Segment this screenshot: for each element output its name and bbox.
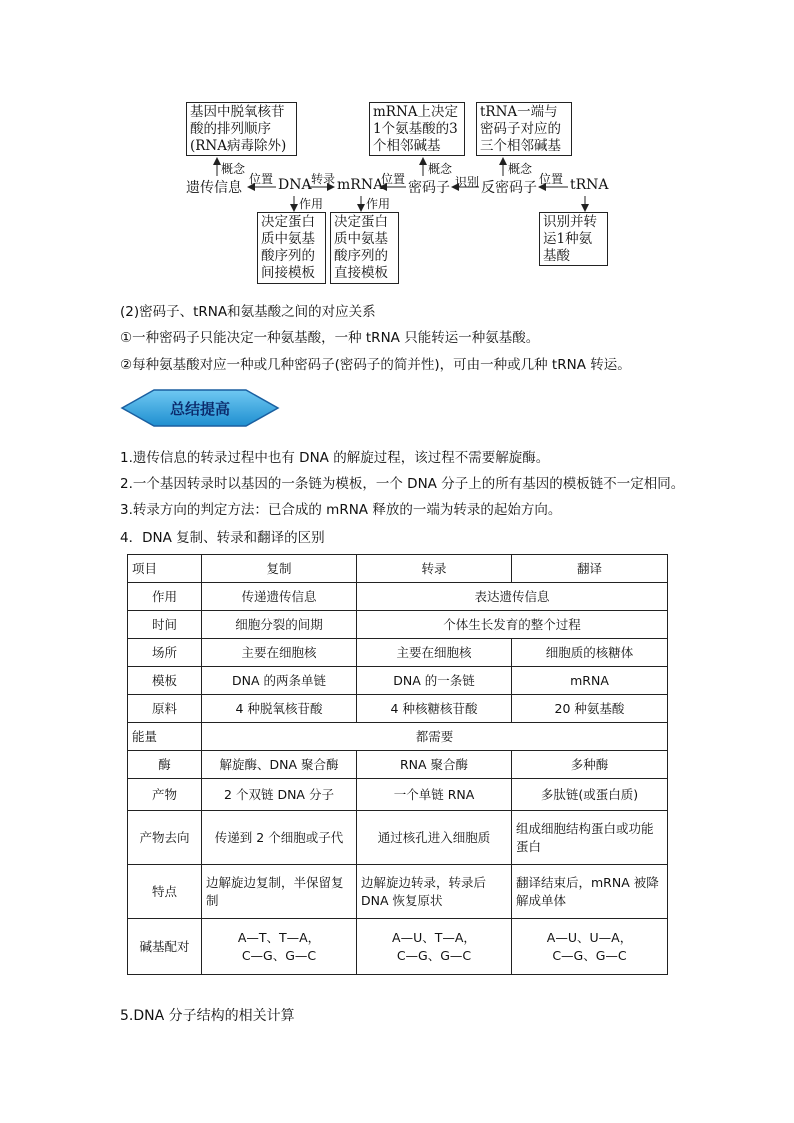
table-cell: 酶	[128, 751, 202, 779]
table-cell: 模板	[128, 667, 202, 695]
table-cell: 一个单链 RNA	[357, 779, 512, 811]
node-genetic-info: 遗传信息	[186, 180, 242, 196]
box-gene-text: 基因中脱氧核苷酸的排列顺序(RNA病毒除外)	[190, 104, 287, 154]
label-function-1: 作用	[299, 197, 324, 211]
diagram-arrows	[0, 0, 794, 300]
table-header-cell: 转录	[357, 555, 512, 583]
pairing-line: C—G、G—C	[241, 947, 317, 963]
table-cell: 传递到 2 个细胞或子代	[202, 811, 357, 865]
table-cell: 4 种脱氧核苷酸	[202, 695, 357, 723]
table-row	[128, 865, 668, 919]
table-cell: 2 个双链 DNA 分子	[202, 779, 357, 811]
summary-item-4: 4．DNA 复制、转录和翻译的区别	[120, 530, 325, 546]
table-cell: 表达遗传信息	[357, 583, 668, 611]
table-cell: DNA 的一条链	[357, 667, 512, 695]
table-cell: 多肽链(或蛋白质)	[512, 779, 668, 811]
table-cell: 场所	[128, 639, 202, 667]
label-concept-2: 概念	[428, 162, 453, 176]
table-cell: 碱基配对	[128, 919, 202, 975]
table-cell: 4 种核糖核苷酸	[357, 695, 512, 723]
table-row	[128, 919, 668, 975]
pairing-line: A—U、T—A，	[392, 929, 476, 945]
table-cell: mRNA	[512, 667, 668, 695]
table-cell: 产物去向	[128, 811, 202, 865]
table-row	[128, 779, 668, 811]
comparison-table	[127, 554, 668, 975]
label-recognize: 识别	[455, 175, 480, 189]
table-row	[128, 611, 668, 639]
table-cell	[357, 919, 512, 975]
summary-item-2: 2.一个基因转录时以基因的一条链为模板，一个 DNA 分子上的所有基因的模板链不一定相同。	[120, 476, 685, 492]
label-position-1: 位置	[249, 172, 274, 186]
table-row	[128, 555, 668, 583]
table-row	[128, 667, 668, 695]
section-2-title: (2)密码子、tRNA和氨基酸之间的对应关系	[120, 304, 376, 320]
table-cell: 翻译结束后，mRNA 被降解成单体	[512, 865, 668, 919]
table-cell: 主要在细胞核	[357, 639, 512, 667]
point-1: ①一种密码子只能决定一种氨基酸，一种 tRNA 只能转运一种氨基酸。	[120, 330, 540, 346]
table-cell: 都需要	[202, 723, 668, 751]
table-cell: 多种酶	[512, 751, 668, 779]
table-cell	[202, 919, 357, 975]
label-position-3: 位置	[539, 172, 564, 186]
table-header-cell: 项目	[128, 555, 202, 583]
table-row	[128, 583, 668, 611]
label-position-2: 位置	[381, 172, 406, 186]
table-cell: 20 种氨基酸	[512, 695, 668, 723]
table-cell: 组成细胞结构蛋白或功能蛋白	[512, 811, 668, 865]
table-cell: 能量	[128, 723, 202, 751]
node-mrna: mRNA	[337, 177, 384, 193]
table-row	[128, 639, 668, 667]
table-cell: 边解旋边转录，转录后 DNA 恢复原状	[357, 865, 512, 919]
table-row	[128, 751, 668, 779]
section-5-title: 5.DNA 分子结构的相关计算	[120, 1008, 295, 1024]
pairing-line: A—T、T—A，	[237, 929, 321, 945]
label-concept-1: 概念	[221, 162, 246, 176]
table-row	[128, 723, 668, 751]
table-cell: RNA 聚合酶	[357, 751, 512, 779]
box-trna-text: tRNA一端与密码子对应的三个相邻碱基	[480, 104, 561, 154]
node-codon: 密码子	[408, 180, 450, 196]
table-row	[128, 695, 668, 723]
table-cell	[512, 919, 668, 975]
table-cell: 解旋酶、DNA 聚合酶	[202, 751, 357, 779]
table-cell: 个体生长发育的整个过程	[357, 611, 668, 639]
point-2: ②每种氨基酸对应一种或几种密码子(密码子的简并性)，可由一种或几种 tRNA 转运。	[120, 357, 631, 373]
table-cell: 边解旋边复制，半保留复制	[202, 865, 357, 919]
table-cell: 作用	[128, 583, 202, 611]
pairing-line: C—G、G—C	[396, 947, 472, 963]
label-function-2: 作用	[366, 197, 391, 211]
table-row	[128, 811, 668, 865]
table-header-cell: 复制	[202, 555, 357, 583]
label-concept-3: 概念	[508, 162, 533, 176]
table-cell: 特点	[128, 865, 202, 919]
box-direct-text: 决定蛋白质中氨基酸序列的直接模板	[334, 214, 388, 281]
label-transcribe: 转录	[311, 172, 336, 186]
node-anticodon: 反密码子	[481, 180, 537, 196]
table-cell: 细胞质的核糖体	[512, 639, 668, 667]
pairing-line: C—G、G—C	[552, 947, 627, 963]
table-cell: 细胞分裂的间期	[202, 611, 357, 639]
table-cell: 原料	[128, 695, 202, 723]
summary-item-3: 3.转录方向的判定方法：已合成的 mRNA 释放的一端为转录的起始方向。	[120, 502, 562, 518]
node-dna: DNA	[278, 177, 312, 193]
table-cell: 时间	[128, 611, 202, 639]
table-header-cell: 翻译	[512, 555, 668, 583]
badge-text: 总结提高	[169, 400, 231, 418]
table-cell: 传递遗传信息	[202, 583, 357, 611]
box-recognize-text: 识别并转运1种氨基酸	[543, 214, 597, 264]
box-indirect-text: 决定蛋白质中氨基酸序列的间接模板	[261, 214, 315, 281]
box-mrna-text: mRNA上决定1个氨基酸的3个相邻碱基	[373, 104, 459, 154]
table-cell: 主要在细胞核	[202, 639, 357, 667]
table-cell: 通过核孔进入细胞质	[357, 811, 512, 865]
table-cell: DNA 的两条单链	[202, 667, 357, 695]
table-cell: 产物	[128, 779, 202, 811]
summary-badge	[120, 388, 280, 428]
summary-item-1: 1.遗传信息的转录过程中也有 DNA 的解旋过程，该过程不需要解旋酶。	[120, 450, 550, 466]
node-trna: tRNA	[570, 177, 609, 193]
pairing-line: A—U、U—A，	[546, 929, 633, 945]
